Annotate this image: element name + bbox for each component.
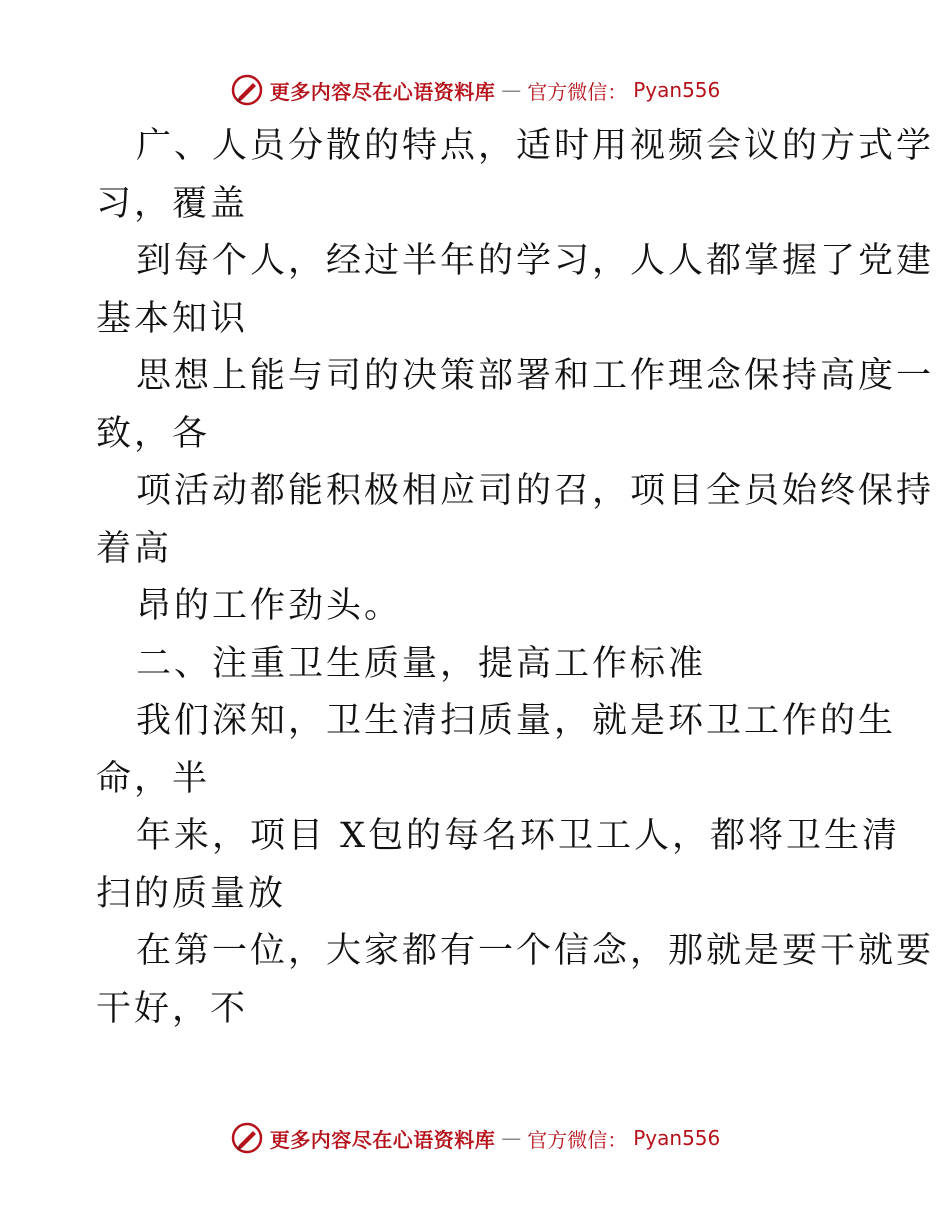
- section-heading: 二、注重卫生质量，提高工作标准: [136, 643, 707, 684]
- text-line: 致，各: [96, 413, 211, 454]
- text-line: 着高: [96, 528, 173, 569]
- text-line: 项活动都能积极相应司的召，项目全员始终保持: [136, 471, 935, 511]
- text-line: 扫的质量放: [96, 873, 287, 914]
- header-brand-text: 更多内容尽在心语资料库: [269, 79, 496, 104]
- header-wechat-id: Pyan556: [633, 78, 721, 102]
- text-line: 昂的工作劲头。: [136, 586, 403, 626]
- document-body: [96, 118, 935, 1038]
- footer-banner: [0, 1118, 950, 1158]
- text-line: 干好，不: [96, 988, 249, 1029]
- footer-wechat-id: Pyan556: [633, 1126, 721, 1150]
- text-line: 思想上能与司的决策部署和工作理念保持高度一: [136, 356, 935, 396]
- header-banner: [0, 70, 950, 110]
- footer-brand-text: 更多内容尽在心语资料库: [269, 1127, 496, 1152]
- text-line: 到每个人，经过半年的学习，人人都掌握了党建: [136, 241, 935, 281]
- text-line: 基本知识: [96, 298, 249, 339]
- header-wechat-label: 官方微信：: [527, 79, 628, 104]
- pen-logo-icon: [230, 73, 264, 107]
- text-line: 习，覆盖: [96, 183, 249, 224]
- text-line: 在第一位，大家都有一个信念，那就是要干就要: [136, 931, 935, 971]
- text-line: 命，半: [96, 758, 211, 799]
- footer-separator: —: [501, 1126, 522, 1150]
- pen-logo-icon: [230, 1121, 264, 1155]
- text-line: 年来，项目 X包的每名环卫工人，都将卫生清: [136, 816, 901, 856]
- text-line: 我们深知，卫生清扫质量，就是环卫工作的生: [136, 701, 897, 741]
- text-line: 广、人员分散的特点，适时用视频会议的方式学: [136, 126, 935, 166]
- header-separator: —: [501, 78, 522, 102]
- footer-wechat-label: 官方微信：: [527, 1127, 628, 1152]
